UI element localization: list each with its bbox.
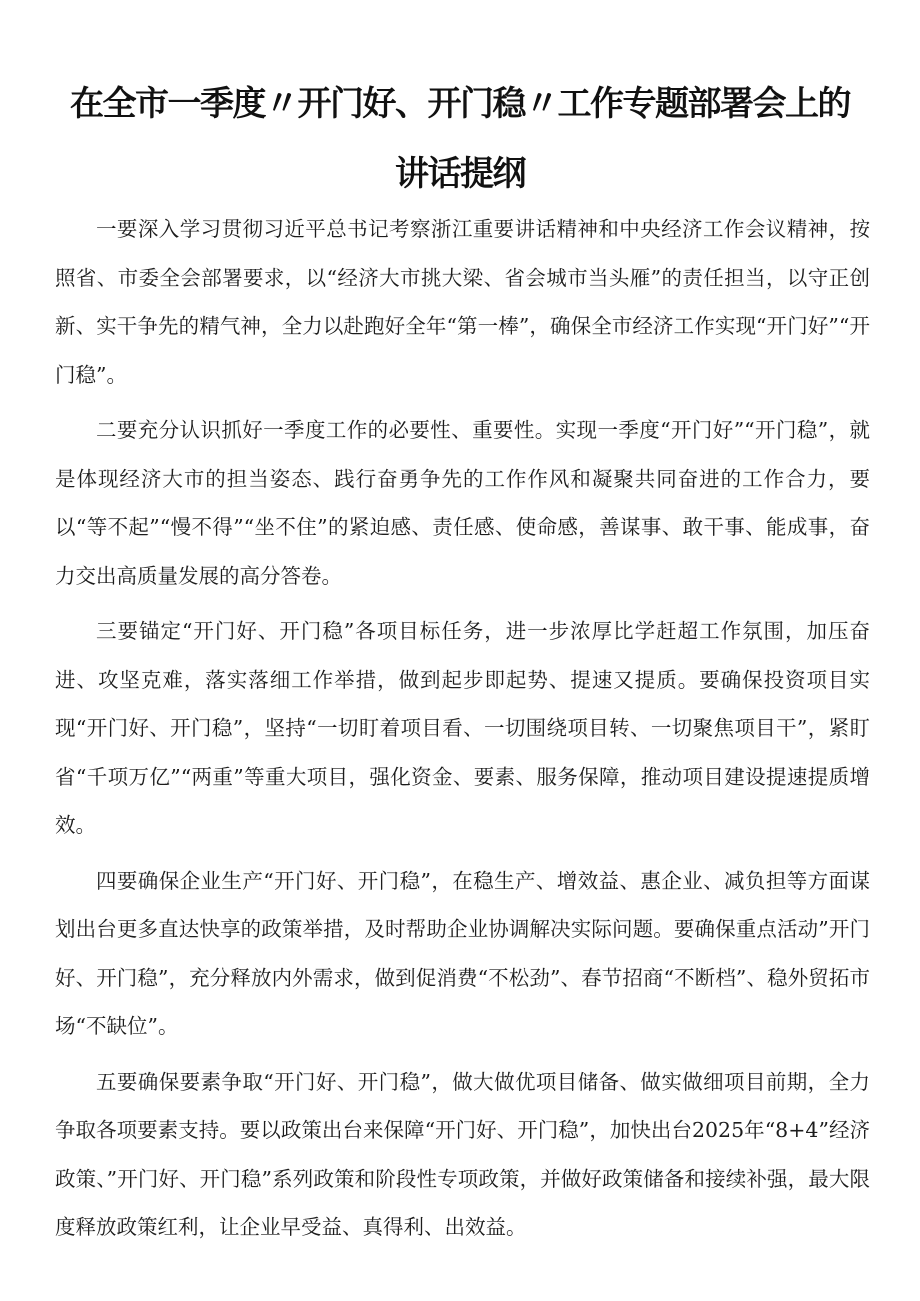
paragraph-5: 五要确保要素争取“开门好、开门稳”，做大做优项目储备、做实做细项目前期，全力争取各项要素支持。要以政策出台来保障“开门好、开门稳”，加快出台2025年“8+4”经济政策、”开门好、开门稳”系列政策和阶段性专项政策，并做好政策储备和接续补强，最大限度释放政策红利，让企业早受益、真得利、出效益。 [55,1069,870,1239]
document-title-line-2: 讲话提纲 [395,154,525,194]
paragraph-4: 四要确保企业生产“开门好、开门稳”，在稳生产、增效益、惠企业、减负担等方面谋划出台更多直达快享的政策举措，及时帮助企业协调解决实际问题。要确保重点活动”开门好、开门稳”，充分释放内外需求，做到促消费“不松劲”、春节招商“不断档”、稳外贸拓市场“不缺位”。 [55,868,870,1038]
paragraph-1: 一要深入学习贯彻习近平总书记考察浙江重要讲话精神和中央经济工作会议精神，按照省、市委全会部署要求，以“经济大市挑大梁、省会城市当头雁”的责任担当，以守正创新、实干争先的精气神，全力以赴跑好全年“第一棒”，确保全市经济工作实现“开门好”“开门稳”。 [55,217,870,387]
paragraph-3: 三要锚定“开门好、开门稳”各项目标任务，进一步浓厚比学赶超工作氛围，加压奋进、攻坚克难，落实落细工作举措，做到起步即起势、提速又提质。要确保投资项目实现“开门好、开门稳”，坚持“一切盯着项目看、一切围绕项目转、一切聚焦项目干”，紧盯省“千项万亿”“两重”等重大项目，强化资金、要素、服务保障，推动项目建设提速提质增效。 [55,619,870,837]
document-title-line-1: 在全市一季度〃开门好、开门稳〃工作专题部署会上的 [70,84,850,124]
document-body [55,205,870,1259]
paragraph-2: 二要充分认识抓好一季度工作的必要性、重要性。实现一季度“开门好”“开门稳”，就是体现经济大市的担当姿态、践行奋勇争先的工作作风和凝聚共同奋进的工作合力，要以“等不起”“慢不得”“坐不住”的紧迫感、责任感、使命感，善谋事、敢干事、能成事，奋力交出高质量发展的高分答卷。 [55,418,870,588]
